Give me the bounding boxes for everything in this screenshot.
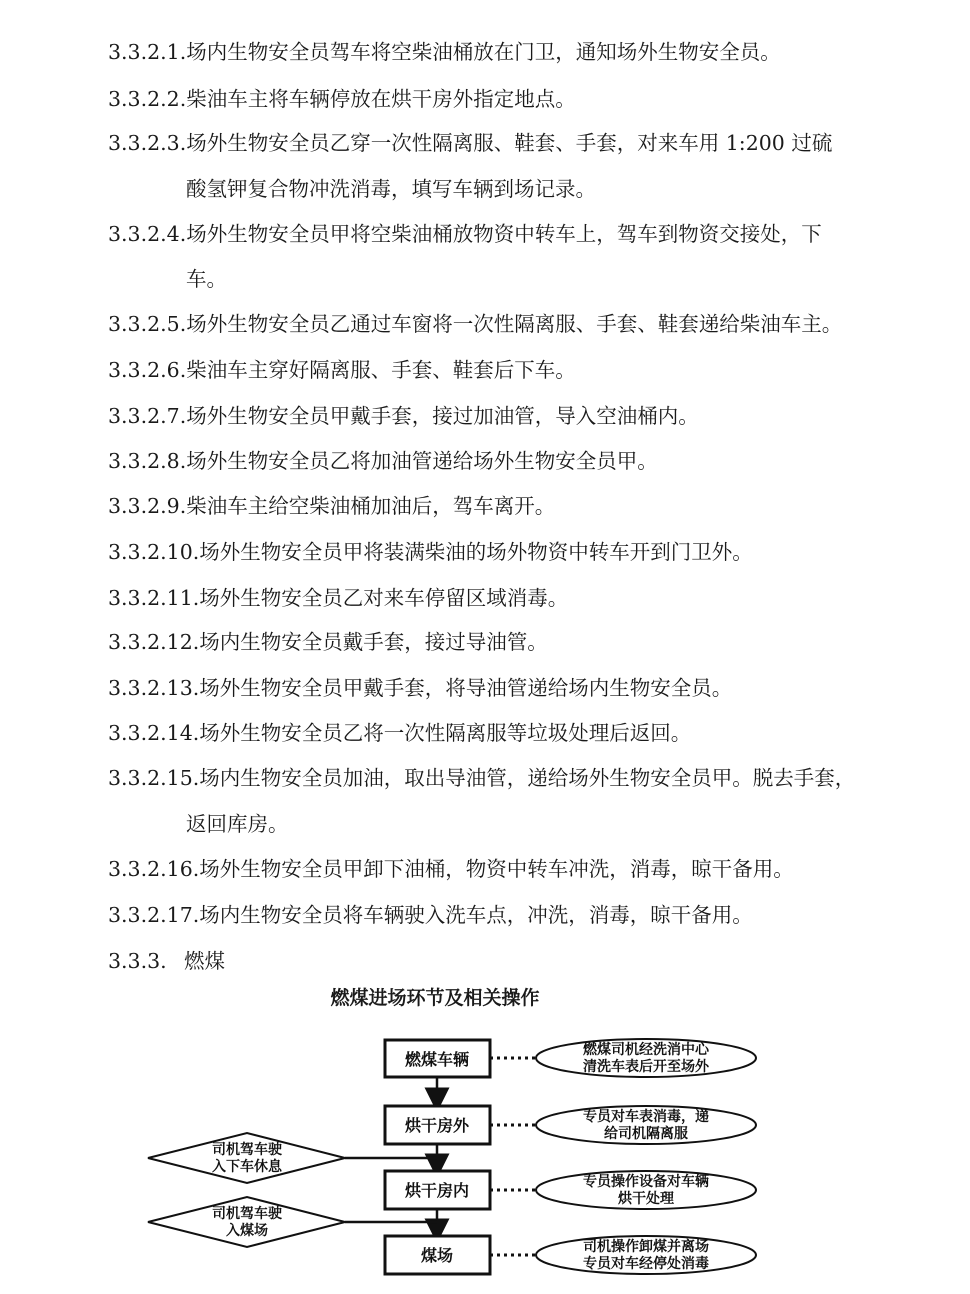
flow-box xyxy=(385,1171,490,1209)
item-text: 场内生物安全员驾车将空柴油桶放在门卫，通知场外生物安全员。 xyxy=(186,40,781,64)
item-text: 场外生物安全员乙将一次性隔离服等垃圾处理后返回。 xyxy=(199,721,692,745)
note-ellipse xyxy=(536,1106,756,1144)
item-number: 3.3.2.4. xyxy=(108,222,187,246)
note-line: 清洗车表后开至场外 xyxy=(583,1059,709,1075)
section-number: 3.3.3. xyxy=(108,949,167,973)
item-number: 3.3.2.8. xyxy=(108,449,187,473)
decision-diamond xyxy=(148,1197,345,1247)
item-text: 场外生物安全员甲戴手套，将导油管递给场内生物安全员。 xyxy=(199,676,733,700)
flow-box xyxy=(385,1106,490,1144)
flow-box-label: 烘干房内 xyxy=(404,1181,470,1200)
note-line: 司机操作卸煤并离场 xyxy=(583,1239,709,1255)
decision-diamond xyxy=(148,1133,345,1183)
item-number: 3.3.2.13. xyxy=(108,676,200,700)
item-number: 3.3.2.11. xyxy=(108,586,200,610)
note-line: 燃煤司机经洗消中心 xyxy=(583,1042,709,1058)
item-continuation: 返回库房。 xyxy=(186,812,289,836)
item-text: 场外生物安全员甲卸下油桶，物资中转车冲洗，消毒，晾干备用。 xyxy=(199,857,794,881)
item-text: 柴油车主穿好隔离服、手套、鞋套后下车。 xyxy=(186,358,576,382)
item-continuation: 酸氢钾复合物冲洗消毒，填写车辆到场记录。 xyxy=(186,177,596,201)
diamond-line: 入下车休息 xyxy=(212,1159,282,1175)
note-ellipse xyxy=(536,1039,756,1077)
note-line: 专员对车经停处消毒 xyxy=(583,1256,709,1272)
item-number: 3.3.2.1. xyxy=(108,40,187,64)
item-text: 场外生物安全员甲将装满柴油的场外物资中转车开到门卫外。 xyxy=(199,540,753,564)
item-text: 场内生物安全员戴手套，接过导油管。 xyxy=(199,630,548,654)
note-ellipse xyxy=(536,1236,756,1274)
item-number: 3.3.2.16. xyxy=(108,857,200,881)
flow-box-label: 烘干房外 xyxy=(404,1116,470,1135)
item-number: 3.3.2.12. xyxy=(108,630,200,654)
flow-box-label: 燃煤车辆 xyxy=(404,1050,470,1069)
diamond-line: 司机驾车驶 xyxy=(212,1206,282,1222)
note-line: 专员操作设备对车辆 xyxy=(583,1174,709,1190)
flow-box-label: 煤场 xyxy=(420,1246,454,1265)
note-line: 专员对车表消毒，递 xyxy=(583,1109,709,1125)
note-line: 烘干处理 xyxy=(618,1191,674,1207)
item-number: 3.3.2.14. xyxy=(108,721,200,745)
flowchart-title: 燃煤进场环节及相关操作 xyxy=(330,987,540,1009)
note-line: 给司机隔离服 xyxy=(604,1126,688,1142)
item-number: 3.3.2.7. xyxy=(108,404,187,428)
diamond-line: 司机驾车驶 xyxy=(212,1142,282,1158)
item-number: 3.3.2.17. xyxy=(108,903,200,927)
flow-box xyxy=(385,1040,490,1077)
item-text: 柴油车主给空柴油桶加油后，驾车离开。 xyxy=(186,494,556,518)
item-text: 场外生物安全员乙穿一次性隔离服、鞋套、手套，对来车用 1:200 过硫 xyxy=(186,131,833,155)
item-text: 场内生物安全员加油，取出导油管，递给场外生物安全员甲。脱去手套， xyxy=(199,766,856,790)
item-number: 3.3.2.15. xyxy=(108,766,200,790)
item-continuation: 车。 xyxy=(186,267,227,291)
item-text: 场外生物安全员甲戴手套，接过加油管，导入空油桶内。 xyxy=(186,404,699,428)
item-number: 3.3.2.3. xyxy=(108,131,187,155)
item-number: 3.3.2.9. xyxy=(108,494,187,518)
item-text: 场外生物安全员乙通过车窗将一次性隔离服、手套、鞋套递给柴油车主。 xyxy=(186,312,843,336)
item-number: 3.3.2.6. xyxy=(108,358,187,382)
item-text: 场外生物安全员乙将加油管递给场外生物安全员甲。 xyxy=(186,449,658,473)
item-text: 场内生物安全员将车辆驶入洗车点，冲洗，消毒，晾干备用。 xyxy=(199,903,753,927)
item-number: 3.3.2.5. xyxy=(108,312,187,336)
diamond-line: 入煤场 xyxy=(226,1223,268,1239)
item-text: 场外生物安全员甲将空柴油桶放物资中转车上，驾车到物资交接处，下 xyxy=(186,222,822,246)
item-text: 场外生物安全员乙对来车停留区域消毒。 xyxy=(199,586,569,610)
note-ellipse xyxy=(536,1171,756,1209)
item-number: 3.3.2.2. xyxy=(108,87,187,111)
item-text: 柴油车主将车辆停放在烘干房外指定地点。 xyxy=(186,87,576,111)
item-number: 3.3.2.10. xyxy=(108,540,200,564)
section-title: 燃煤 xyxy=(184,949,225,973)
flow-box xyxy=(385,1236,490,1274)
